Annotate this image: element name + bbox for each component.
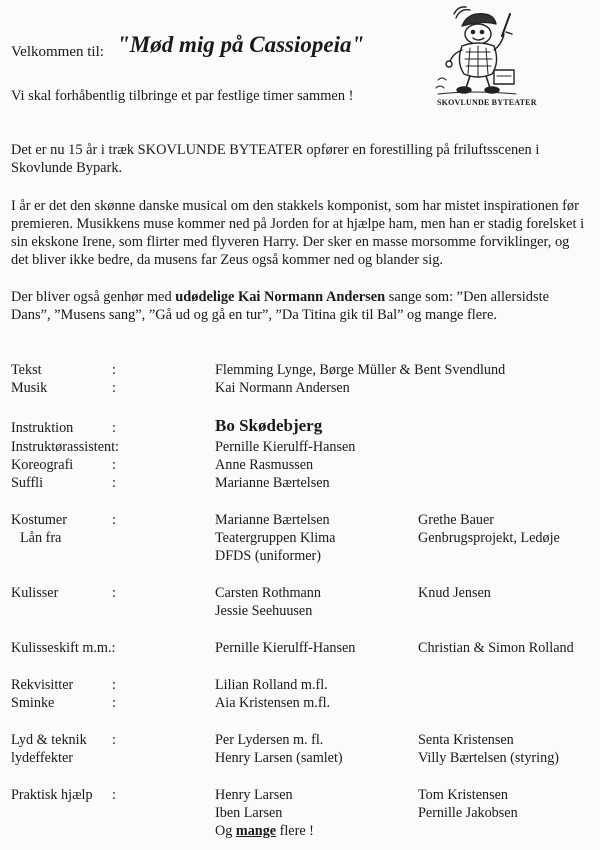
credit-value-praktisk-4: Pernille Jakobsen bbox=[418, 805, 518, 821]
credit-label-lydeffekter: lydeffekter bbox=[11, 750, 73, 766]
credit-value-instruktion: Bo Skødebjerg bbox=[215, 416, 323, 435]
credit-value-rekvisitter: Lilian Rolland m.fl. bbox=[215, 677, 328, 693]
credit-label-praktisk: Praktisk hjælp bbox=[11, 787, 93, 803]
credit-value-lydeffekter-2: Villy Bærtelsen (styring) bbox=[418, 750, 560, 766]
credit-value-kulisser-3: Jessie Seehuusen bbox=[215, 603, 313, 619]
closing-line bbox=[215, 823, 314, 840]
credit-value-laan-2: Genbrugsprojekt, Ledøje bbox=[418, 530, 560, 546]
credit-label-kostumer: Kostumer bbox=[11, 512, 67, 528]
songs-composer: udødelige Kai Normann Andersen bbox=[175, 289, 386, 305]
closing-post: flere ! bbox=[276, 823, 314, 839]
credit-label-musik: Musik bbox=[11, 380, 48, 396]
credit-label-instruktion: Instruktion bbox=[11, 420, 74, 436]
credit-value-kulisser: Carsten Rothmann bbox=[215, 585, 321, 601]
welcome-label: Velkommen til: bbox=[11, 44, 104, 60]
credit-value-tekst: Flemming Lynge, Børge Müller & Bent Svendlund bbox=[215, 362, 506, 378]
credit-colon: : bbox=[112, 420, 116, 436]
credit-value-laan: Teatergruppen Klima bbox=[215, 530, 336, 546]
closing-emphasis: mange bbox=[235, 823, 277, 839]
credit-label-tekst: Tekst bbox=[11, 362, 42, 378]
credit-value-praktisk-2: Tom Kristensen bbox=[418, 787, 509, 803]
credit-value-lyd-2: Senta Kristensen bbox=[418, 732, 514, 748]
credit-colon: : bbox=[112, 457, 116, 473]
credit-label-laan: Lån fra bbox=[20, 530, 62, 546]
credit-value-kulisseskift-2: Christian & Simon Rolland bbox=[418, 640, 574, 656]
credit-value-lydeffekter: Henry Larsen (samlet) bbox=[215, 750, 343, 766]
credit-value-assistent: Pernille Kierulff-Hansen bbox=[215, 439, 356, 455]
credit-colon: : bbox=[112, 362, 116, 378]
closing-pre: Og bbox=[215, 823, 236, 839]
credit-value-kulisser-2: Knud Jensen bbox=[418, 585, 491, 601]
credit-value-suffli: Marianne Bærtelsen bbox=[215, 475, 330, 491]
paragraph-plot: I år er det den skønne danske musical om den stakkels komponist, som har mistet inspirationen før premieren. Musikkens muse kommer ned på Jorden for at hjælpe ham, men han er stadig forelsket i sin ekskone Irene, som flirter med flyveren Harry. Der sker en masse morsomme forviklinger, og det bliver ikke bedre, da musens far Zeus også kommer ned og blander sig. bbox=[11, 198, 585, 268]
intro-text: Vi skal forhåbentlig tilbringe et par festlige timer sammen ! bbox=[11, 88, 354, 104]
credit-label-suffli: Suffli bbox=[11, 475, 44, 491]
credit-colon: : bbox=[112, 512, 116, 528]
play-title: "Mød mig på Cassiopeia" bbox=[117, 32, 365, 57]
credit-value-kulisseskift: Pernille Kierulff-Hansen bbox=[215, 640, 356, 656]
credit-value-laan-3: DFDS (uniformer) bbox=[215, 548, 321, 564]
credit-colon: : bbox=[112, 787, 116, 803]
paragraph-songs bbox=[11, 288, 589, 324]
credit-value-sminke: Aia Kristensen m.fl. bbox=[215, 695, 331, 711]
credit-colon: : bbox=[112, 380, 116, 396]
credit-label-sminke: Sminke bbox=[11, 695, 55, 711]
credit-colon: : bbox=[112, 585, 116, 601]
credit-label-lyd: Lyd & teknik bbox=[11, 732, 87, 748]
jester-character-icon bbox=[432, 4, 520, 96]
credit-value-kostumer: Marianne Bærtelsen bbox=[215, 512, 330, 528]
credit-value-lyd: Per Lydersen m. fl. bbox=[215, 732, 324, 748]
credit-label-koreografi: Koreografi bbox=[11, 457, 74, 473]
credit-label-kulisser: Kulisser bbox=[11, 585, 59, 601]
credit-value-kostumer-2: Grethe Bauer bbox=[418, 512, 495, 528]
credit-value-praktisk-3: Iben Larsen bbox=[215, 805, 283, 821]
credit-value-praktisk: Henry Larsen bbox=[215, 787, 293, 803]
credit-value-koreografi: Anne Rasmussen bbox=[215, 457, 314, 473]
songs-list: sange som: ”Den allersidste Dans”, ”Musens sang”, ”Gå ud og gå en tur”, ”Da Titina gik til Bal” og mange flere. bbox=[11, 289, 549, 323]
credit-label-kulisseskift: Kulisseskift m.m.: bbox=[11, 640, 116, 656]
songs-lead: Der bliver også genhør med bbox=[11, 289, 176, 305]
credit-value-musik: Kai Normann Andersen bbox=[215, 380, 350, 396]
credit-colon: : bbox=[112, 677, 116, 693]
logo-caption: SKOVLUNDE BYTEATER bbox=[437, 98, 537, 107]
paragraph-anniversary: Det er nu 15 år i træk SKOVLUNDE BYTEATER opfører en forestilling på friluftsscenen i Skovlunde Bypark. bbox=[11, 142, 540, 176]
credit-label-rekvisitter: Rekvisitter bbox=[11, 677, 74, 693]
credit-colon: : bbox=[112, 475, 116, 491]
credit-label-assistent: Instruktørassistent: bbox=[11, 439, 119, 455]
credit-colon: : bbox=[112, 695, 116, 711]
credit-colon: : bbox=[112, 732, 116, 748]
